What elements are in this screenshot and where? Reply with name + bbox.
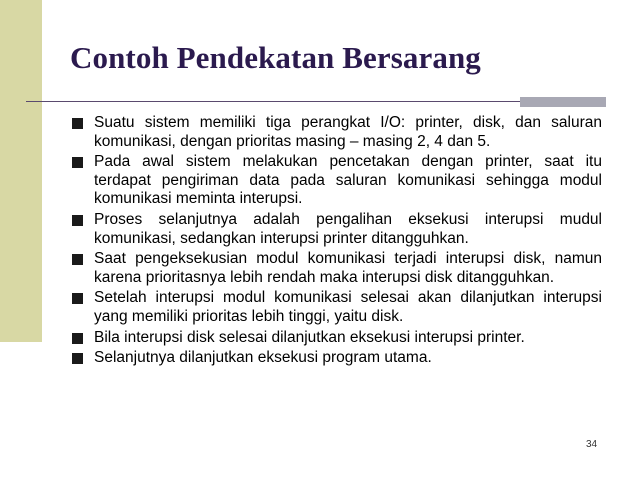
square-bullet-icon xyxy=(72,157,83,168)
square-bullet-icon xyxy=(72,293,83,304)
square-bullet-icon xyxy=(72,254,83,265)
bullet-item xyxy=(72,211,602,248)
title-underline-accent xyxy=(520,97,606,107)
bullet-list xyxy=(72,114,602,370)
bullet-text: Saat pengeksekusian modul komunikasi terjadi interupsi disk, namun karena prioritasnya lebih rendah maka interupsi disk ditangguhkan. xyxy=(94,250,602,286)
bullet-item xyxy=(72,250,602,287)
square-bullet-icon xyxy=(72,353,83,364)
bullet-text: Bila interupsi disk selesai dilanjutkan eksekusi interupsi printer. xyxy=(94,328,525,346)
bullet-item xyxy=(72,349,602,368)
title-underline xyxy=(26,101,606,102)
bullet-text: Selanjutnya dilanjutkan eksekusi program utama. xyxy=(94,349,432,367)
left-decorative-band xyxy=(0,0,42,342)
square-bullet-icon xyxy=(72,333,83,344)
bullet-item xyxy=(72,289,602,326)
square-bullet-icon xyxy=(72,118,83,129)
bullet-text: Setelah interupsi modul komunikasi selesai akan dilanjutkan interupsi yang memiliki prioritas lebih tinggi, yaitu disk. xyxy=(94,289,602,325)
bullet-item xyxy=(72,114,602,151)
square-bullet-icon xyxy=(72,215,83,226)
bullet-item xyxy=(72,153,602,209)
bullet-text: Suatu sistem memiliki tiga perangkat I/O: printer, disk, dan saluran komunikasi, dengan prioritas masing – masing 2, 4 dan 5. xyxy=(94,114,602,150)
bullet-text: Pada awal sistem melakukan pencetakan dengan printer, saat itu terdapat pengiriman data pada saluran komunikasi sehingga modul komunikasi meminta interupsi. xyxy=(94,153,602,208)
page-number: 34 xyxy=(586,439,598,450)
bullet-item xyxy=(72,329,602,348)
slide-title: Contoh Pendekatan Bersarang xyxy=(70,40,481,75)
bullet-text: Proses selanjutnya adalah pengalihan eksekusi interupsi mudul komunikasi, sedangkan interupsi printer ditangguhkan. xyxy=(94,210,602,247)
